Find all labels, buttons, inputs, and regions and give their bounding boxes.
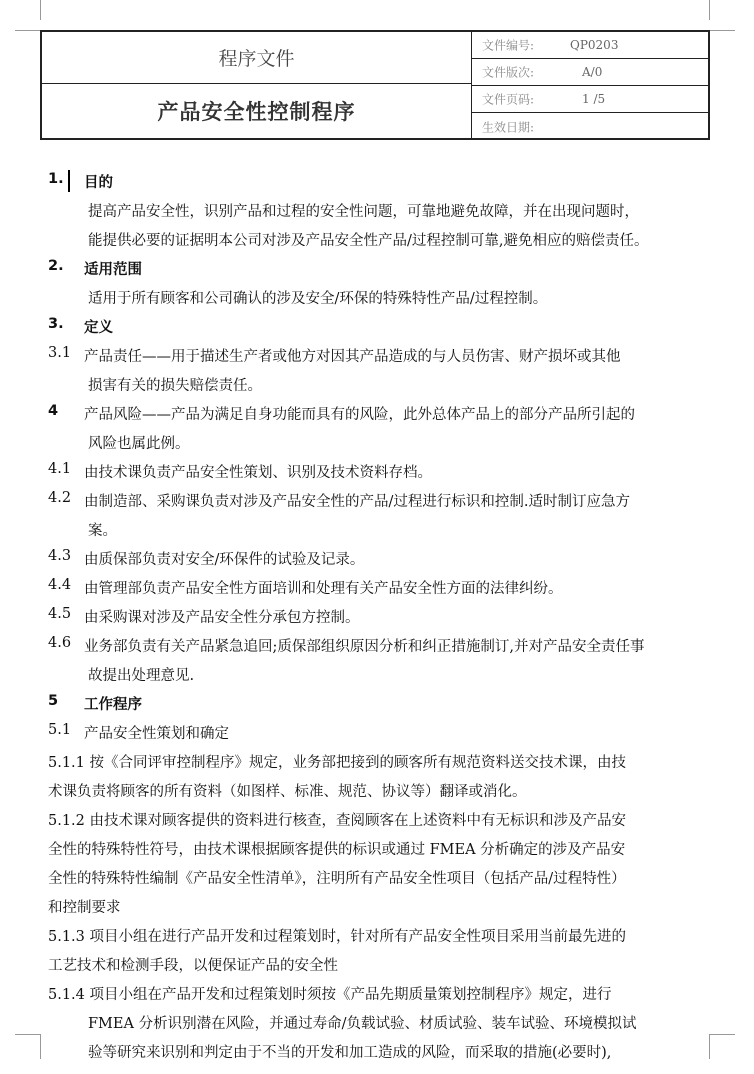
section-number: 5.1 bbox=[48, 722, 72, 738]
section-number: 4.5 bbox=[48, 606, 72, 622]
document-header-table bbox=[40, 30, 710, 140]
body-text-line: 能提供必要的证据明本公司对涉及产品安全性产品/过程控制可靠,避免相应的赔偿责任。 bbox=[88, 233, 649, 249]
body-text-line: 产品风险——产品为满足自身功能而具有的风险，此外总体产品上的部分产品所引起的 bbox=[84, 407, 635, 423]
doc-title: 产品安全性控制程序 bbox=[157, 100, 356, 124]
body-text-line: 全性的特殊特性编制《产品安全性清单》，注明所有产品安全性项目（包括产品/过程特性） bbox=[48, 871, 626, 887]
crop-mark-bottom-left-h bbox=[15, 1034, 40, 1035]
body-text-line: 损害有关的损失赔偿责任。 bbox=[88, 378, 262, 394]
body-text-line: 产品安全性策划和确定 bbox=[84, 726, 229, 742]
section-number: 4 bbox=[48, 403, 59, 419]
body-text-line: 案。 bbox=[88, 523, 117, 539]
body-text-line: 工艺技术和检测手段，以便保证产品的安全性 bbox=[48, 958, 338, 974]
meta-value: QP0203 bbox=[570, 38, 619, 52]
body-text-line: 验等研究来识别和判定由于不当的开发和加工造成的风险，而采取的措施(必要时), bbox=[88, 1045, 612, 1061]
section-number: 4.3 bbox=[48, 548, 72, 564]
body-text-line: 由制造部、采购课负责对涉及产品安全性的产品/过程进行标识和控制.适时制订应急方 bbox=[84, 494, 630, 510]
body-text-line: 5.1.2 由技术课对顾客提供的资料进行核查，查阅顾客在上述资料中有无标识和涉及产品安 bbox=[48, 813, 626, 829]
body-text-line: 术课负责将顾客的所有资料（如图样、标准、规范、协议等）翻译或消化。 bbox=[48, 784, 527, 800]
section-number: 4.6 bbox=[48, 635, 72, 651]
crop-mark-top-left-h bbox=[15, 30, 40, 31]
doc-type: 程序文件 bbox=[42, 32, 471, 84]
crop-mark-top-right-v bbox=[709, 0, 710, 20]
meta-label: 生效日期: bbox=[482, 120, 535, 134]
crop-mark-top-left-v bbox=[40, 0, 41, 20]
header-left-cell bbox=[42, 32, 472, 138]
section-number: 5 bbox=[48, 693, 59, 709]
body-text-line: FMEA 分析识别潜在风险，并通过寿命/负载试验、材质试验、装车试验、环境模拟试 bbox=[88, 1016, 637, 1032]
header-meta bbox=[472, 32, 710, 138]
section-heading: 目的 bbox=[84, 175, 113, 191]
body-text-line: 由管理部负责产品安全性方面培训和处理有关产品安全性方面的法律纠纷。 bbox=[84, 581, 563, 597]
meta-row-date bbox=[472, 113, 710, 140]
body-text-line: 风险也属此例。 bbox=[88, 436, 190, 452]
section-number: 1. bbox=[48, 171, 64, 187]
body-text-line: 5.1.3 项目小组在进行产品开发和过程策划时，针对所有产品安全性项目采用当前最先进的 bbox=[48, 929, 626, 945]
meta-value: A/0 bbox=[582, 65, 603, 79]
section-heading: 工作程序 bbox=[84, 697, 142, 713]
meta-value: 1 /5 bbox=[582, 92, 606, 106]
meta-label: 文件页码: bbox=[482, 92, 535, 107]
body-text-line: 5.1.4 项目小组在产品开发和过程策划时须按《产品先期质量策划控制程序》规定，进行 bbox=[48, 987, 612, 1003]
meta-row-number bbox=[472, 32, 710, 59]
body-text-line: 产品责任——用于描述生产者或他方对因其产品造成的与人员伤害、财产损坏或其他 bbox=[84, 349, 621, 365]
body-text-line: 5.1.1 按《合同评审控制程序》规定，业务部把接到的顾客所有规范资料送交技术课，由技 bbox=[48, 755, 626, 771]
section-number: 4.2 bbox=[48, 490, 72, 506]
text-cursor bbox=[68, 170, 70, 192]
body-text-line: 和控制要求 bbox=[48, 900, 121, 916]
body-text-line: 提高产品安全性，识别产品和过程的安全性问题，可靠地避免故障，并在出现问题时， bbox=[88, 204, 639, 220]
meta-label: 文件版次: bbox=[482, 65, 535, 80]
crop-mark-bottom-right-h bbox=[710, 1034, 735, 1035]
section-heading: 适用范围 bbox=[84, 262, 142, 278]
section-number: 3. bbox=[48, 316, 64, 332]
body-text-line: 由质保部负责对安全/环保件的试验及记录。 bbox=[84, 552, 365, 568]
crop-mark-top-right-h bbox=[710, 30, 735, 31]
section-number: 4.4 bbox=[48, 577, 72, 593]
body-text-line: 全性的特殊特性符号，由技术课根据顾客提供的标识或通过 FMEA 分析确定的涉及产品安 bbox=[48, 842, 626, 858]
section-heading: 定义 bbox=[84, 320, 113, 336]
meta-row-page bbox=[472, 86, 710, 113]
section-number: 3.1 bbox=[48, 345, 72, 361]
meta-label: 文件编号: bbox=[482, 38, 535, 53]
crop-mark-bottom-left-v bbox=[40, 1034, 41, 1059]
body-text-line: 业务部负责有关产品紧急追回;质保部组织原因分析和纠正措施制订,并对产品安全责任事 bbox=[84, 639, 645, 655]
section-number: 4.1 bbox=[48, 461, 72, 477]
body-text-line: 由技术课负责产品安全性策划、识别及技术资料存档。 bbox=[84, 465, 432, 481]
crop-mark-bottom-right-v bbox=[709, 1034, 710, 1059]
section-number: 2. bbox=[48, 258, 64, 274]
body-text-line: 由采购课对涉及产品安全性分承包方控制。 bbox=[84, 610, 360, 626]
meta-row-version bbox=[472, 59, 710, 86]
body-text-line: 故提出处理意见. bbox=[88, 668, 195, 684]
body-text-line: 适用于所有顾客和公司确认的涉及安全/环保的特殊特性产品/过程控制。 bbox=[88, 291, 548, 307]
